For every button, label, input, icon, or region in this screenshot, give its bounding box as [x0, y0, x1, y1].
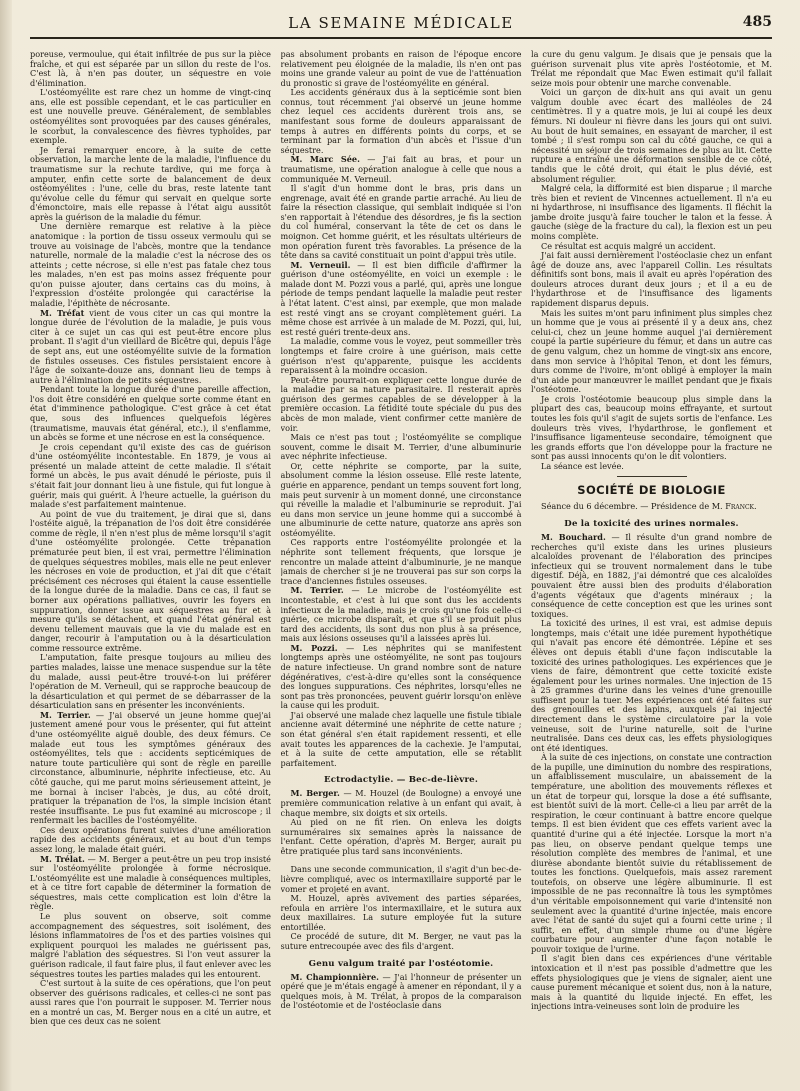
paragraph-text: — Le microbe de l'ostéomyélite est incontestable, et c'est à lui que sont dus les accidents infectieux de la maladie, mais je crois qu'une fois celle-ci guérie, ce microbe disparaît, et que s'il se produit plus tard des accidents, ils sont dus non plus à sa présence, mais aux lésions osseuses qu'il a laissées après lui. [280, 585, 522, 644]
column-right [531, 50, 772, 1085]
paragraph-text: — Il résulte d'un grand nombre de recherches qu'il existe dans les urines plusieurs alcaloïdes provenant de l'élaboration des principes infectieux qui se trouvent normalement dans le tube digestif. Déjà, en 1882, j'ai démontré que ces alcaloïdes pouvaient être aussi bien des produits d'élaboration d'agents végétaux que d'agents minéraux ; la conséquence de cette conception est que les urines sont toxiques. [531, 532, 772, 619]
paragraph-text: La séance est levée. [541, 460, 624, 471]
paragraph [281, 586, 522, 643]
paragraph-text: Or, cette néphrite se comporte, par la suite, absolument comme la lésion osseuse. Elle reste latente, guérie en apparence, pendant un temps souvent fort long, mais peut survenir à un moment donné, une circonstance qui réveille la maladie et l'albuminurie se reproduit. J'ai eu dans mon service un jeune homme qui a succombé à une albuminurie de cette nature, quatorze ans après son ostéomyélite. [280, 460, 522, 538]
section-heading: De la toxicité des urines normales. [564, 519, 739, 530]
paragraph-text: J'ai observé une malade chez laquelle une fistule tibiale ancienne avait déterminé une néphrite de cette nature ; son état général s'en était rapidement ressenti, et elle avait toutes les apparences de la cachexie. Je l'amputai, et à la suite de cette amputation, elle se rétablit parfaitement. [280, 709, 522, 768]
column-middle [281, 50, 522, 1085]
paragraph [281, 50, 522, 88]
journal-title: LA SEMAINE MÉDICALE [288, 14, 514, 32]
paragraph [30, 711, 271, 826]
paragraph-text: Malgré cela, la difformité est bien disparue ; il marche très bien et revient de Vincennes actuellement. Il n'a eu ni hydarthrose, ni insuffisance des ligaments. Il fléchit la jambe droite jusqu'à faire toucher le talon et la fesse. À gauche (siège de la fracture du cal), la flexion est un peu moins complète. [531, 183, 772, 241]
section-heading: Ectrodactylie. — Bec-de-lièvre. [323, 775, 479, 786]
paragraph-text: Le plus souvent on observe, soit comme accompagnement des séquestres, soit isolément, des lésions inflammatoires de l'os et des parties voisines qui expliquent pourquoi les malades ne guérissent pas, malgré l'ablation des séquestres. Si l'on veut assurer la guérison radicale, il faut faire plus, il faut enlever avec les séquestres toutes les parties malades qui les entourent. [30, 911, 271, 979]
paragraph-text: C'est surtout à la suite de ces opérations, que l'on peut observer des guérisons radicales, et celles-ci ne sont pas aussi rares que l'on pourrait le supposer. M. Terrier nous en a montré un cas, M. Berger nous en a cité un autre, et bien que ces deux cas ne soient [30, 978, 271, 1027]
speaker-name: M. Marc Sée. [290, 154, 360, 165]
paragraph [281, 433, 522, 462]
paragraph [531, 88, 772, 184]
paragraph [281, 818, 522, 856]
paragraph [30, 510, 271, 654]
paragraph [531, 309, 772, 395]
speaker-name: M. Trélat. [40, 853, 85, 864]
paragraph-text: J'ai fait aussi dernièrement l'ostéoclasie chez un enfant âgé de douze ans, avec l'appareil Collin. Les résultats définitifs sont bons, mais il avait eu après l'opération des douleurs atroces durant deux jours ; et il a eu de l'hydarthrose et de l'insuffisance des ligaments rapidement disparus depuis. [531, 250, 772, 309]
paragraph-text: Mais les suites m'ont paru infiniment plus simples chez un homme que je vous ai présenté il y a deux ans, chez celui-ci, chez un jeune homme auquel j'ai dernièrement coupé la partie supérieure du fémur, et dans un autre cas de genu valgum, chez un homme de vingt-six ans encore, dans mon service à l'hôpital Tenon, et dont les fémurs, durs comme de l'ivoire, m'ont obligé à employer la main d'un aide pour manœuvrer le maillet pendant que je fixais l'ostéotome. [531, 307, 772, 395]
paragraph [30, 653, 271, 710]
speaker-name: M. Pozzi. [290, 642, 338, 653]
paragraph [531, 251, 772, 308]
section-heading: Genu valgum traité par l'ostéotomie. [308, 958, 494, 969]
paragraph [30, 443, 271, 510]
paragraph [281, 184, 522, 261]
paragraph-text: Voici un garçon de dix-huit ans qui avait un genu valgum double avec écart des malléoles de 24 centimètres. Il y a quatre mois, je lui ai coupé les deux fémurs. Ni douleur ni fièvre dans les jours qui ont suivi. Au bout de huit semaines, en essayant de marcher, il est tombé ; il s'est rompu son cal du côté gauche, ce qui a nécessité un séjour de trois semaines de plus au lit. Cette rupture a entraîné une déformation sensible de ce côté, tandis que le côté droit, qui était le plus dévié, est absolument régulier. [531, 87, 772, 184]
paragraph [531, 395, 772, 462]
speaker-name: M. Verneuil. [290, 259, 351, 270]
paragraph-text: Je ferai remarquer encore, à la suite de cette observation, la marche lente de la maladie, l'influence du traumatisme sur la rechute tardive, qui me força à amputer, enfin cette sorte de balancement de deux ostéomyélites : l'une, celle du bras, reste latente tant qu'évolue celle du fémur qui servait en quelque sorte d'émonctoire, mais elle repasse à l'état aigu aussitôt après la guérison de la maladie du fémur. [30, 144, 271, 222]
paragraph [30, 912, 271, 979]
paragraph [30, 222, 271, 308]
paragraph [531, 462, 772, 472]
paragraph-text: Une dernière remarque est relative à la pièce anatomique : la portion de tissu osseux vermoulu qui se trouve au voisinage de l'abcès, montre que la tendance naturelle, normale de la maladie c'est la nécrose des os atteints ; cette nécrose, si elle n'est pas fatale chez tous les malades, n'en est pas moins assez fréquente pour qu'on puisse ajouter, dans certains cas du moins, à l'expression d'ostéite prolongée qui caractérise la maladie, l'épithète de nécrosante. [30, 221, 271, 309]
paragraph-text: Au point de vue du traitement, je dirai que si, dans l'ostéite aiguë, la trépanation de l'os doit être considérée comme de règle, il n'en n'est plus de même lorsqu'il s'agit d'une ostéomyélite prolongée. Cette trépanation prématurée peut bien, il est vrai, permettre l'élimination de quelques séquestres mobiles, mais elle ne peut enlever les nécroses en voie de production, et j'ai dit que c'était précisément ces nécroses qui étaient la cause essentielle de la longue durée de la maladie. Dans ce cas, il faut se borner aux opérations palliatives, ouvrir les foyers en suppuration, donner issue aux séquestres au fur et à mesure qu'ils se détachent, et quand l'état général est devenu tellement mauvais que la vie du malade est en danger, recourir à l'amputation ou à la désarticulation comme ressource extrême. [30, 508, 271, 653]
paragraph-text: — M. Houzel (de Boulogne) a envoyé une première communication relative à un enfant qui avait, à chaque membre, six doigts et six orteils. [280, 788, 522, 818]
paragraph [281, 88, 522, 155]
speaker-name: M. Terrier. [290, 585, 344, 596]
column-left [30, 50, 271, 1085]
page-number: 485 [742, 14, 772, 30]
society-heading: SOCIÉTÉ DE BIOLOGIE [577, 483, 726, 498]
paragraph [30, 146, 271, 223]
paragraph [30, 979, 271, 1027]
paragraph-text: Ce procédé de suture, dit M. Berger, ne vaut pas la suture entrecoupée avec des fils d'argent. [280, 931, 522, 952]
paragraph [30, 855, 271, 912]
paragraph-text: — Il est bien difficile d'affirmer la guérison d'une ostéomyélite, en voici un exemple : le malade dont M. Pozzi vous a parlé, qui, après une longue période de temps pendant laquelle la maladie peut rester à l'état latent. C'est ainsi, par exemple, que mon malade est resté vingt ans se croyant complètement guéri. La même chose est arrivée à un malade de M. Pozzi, qui, lui, est resté guéri trente-deux ans. [280, 259, 522, 337]
paragraph [281, 973, 522, 1011]
paragraph-text: À la suite de ces injections, on constate une contraction de la pupille, une diminution du nombre des respirations, un affaiblissement musculaire, un abaissement de la température, une abolition des mouvements réflexes et un état de torpeur qui, lorsque la dose a été suffisante, est bientôt suivi de la mort. Celle-ci a lieu par arrêt de la respiration, le cœur continuant à battre encore quelque temps. Il est bien évident que ces effets varient avec la quantité d'urine qui a été injectée. Lorsque la mort n'a pas lieu, on observe pendant quelque temps une résolution complète des membres de l'animal, et une diurèse abondante bientôt suivie du rétablissement de toutes les fonctions. Quelquefois, mais assez rarement toutefois, on observe une légère albuminurie. Il est impossible de ne pas reconnaître là tous les symptômes d'un véritable empoisonnement qui varie d'intensité non seulement avec la quantité d'urine injectée, mais encore avec l'état de santé du sujet qui a fourni cette urine ; il suffit, en effet, d'un simple rhume ou d'une légère courbature pour augmenter d'une façon notable le pouvoir toxique de l'urine. [531, 752, 772, 954]
paragraph [281, 538, 522, 586]
paragraph [531, 184, 772, 241]
paragraph-text: — Les néphrites qui se manifestent longtemps après une ostéomyélite, ne sont pas toujours de nature infectieuse. Un grand nombre sont de nature dégénératives, c'est-à-dire qu'elles sont la conséquence des longues suppurations. Ces néphrites, lorsqu'elles ne sont pas très prononcées, peuvent guérir lorsqu'on enlève la cause qui les produit. [280, 642, 522, 711]
paragraph [281, 789, 522, 818]
separator-rule [617, 476, 687, 477]
paragraph [531, 533, 772, 619]
paragraph-text: La maladie, comme vous le voyez, peut sommeiller très longtemps et faire croire à une guérison, mais cette guérison n'est qu'apparente, puisque les accidents reparaissent à la moindre occasion. [280, 336, 522, 376]
speaker-name: M. Tréfat [40, 307, 85, 318]
paragraph-text: Ce résultat est acquis malgré un accident. [541, 240, 716, 251]
paragraph-text: — J'ai l'honneur de présenter un opéré que je m'étais engagé à amener en répondant, il y a quelques mois, à M. Trélat, à propos de la comparaison de l'ostéotomie et de l'ostéoclasie dans [280, 971, 522, 1011]
paragraph [281, 376, 522, 433]
session-text: Séance du 6 décembre. — Présidence de M. [541, 501, 726, 512]
paragraph [531, 50, 772, 88]
paragraph-text: — J'ai observé un jeune homme quej'ai justement amené pour vous le présenter, qui fut atteint d'une ostéomyélite aiguë double, des deux fémurs. Ce malade eut tous les symptômes généraux des ostéomyélites, tels que : accidents septicémiques de nature toute particulière qui sont de règle en pareille circonstance, albuminurie, néphrite infectieuse, etc. Au côté gauche, qui me parut moins sérieusement atteint, je me bornai à inciser l'abcès, je dus, au côté droit, pratiquer la trépanation de l'os, la simple incision étant restée insuffisante. Le pus fut examiné au microscope ; il renfermait les bacilles de l'ostéomyélite. [30, 709, 271, 826]
paragraph-text: Ces rapports entre l'ostéomyélite prolongée et la néphrite sont tellement fréquents, que lorsque je rencontre un malade atteint d'albuminurie, je ne manque jamais de chercher si je ne trouverai pas sur son corps la trace d'anciennes fistules osseuses. [280, 537, 522, 586]
paragraph [531, 619, 772, 753]
paragraph [281, 337, 522, 375]
paragraph [30, 309, 271, 386]
paragraph-text: L'amputation, faite presque toujours au milieu des parties malades, laisse une menace suspendue sur la tête du malade, aussi peut-être trouvé-t-on lui préférer l'opération de M. Verneuil, qui se rapproche beaucoup de la désarticulation et qui permet de se débarrasser de la désarticulation sans en présenter les inconvénients. [30, 652, 271, 711]
speaker-name: M. Championnière. [290, 971, 379, 982]
paragraph-text: pas absolument probants en raison de l'époque encore relativement peu éloignée de la maladie, ils n'en ont pas moins une grande valeur au point de vue de l'atténuation du pronostic si grave de l'ostéomyélite en général. [280, 50, 522, 88]
paragraph [281, 711, 522, 768]
paragraph-text: Il s'agit d'un homme dont le bras, pris dans un engrenage, avait été en grande partie arraché. Au lieu de faire la résection classique, qui semblait indiquée si l'on s'en rapportait à l'étendue des désordres, je fis la section du col huméral, conservant la tête de cet os dans le moignon. Cet homme guérit, et les résultats ultérieurs de mon opération furent très favorables. La présence de la tête dans sa cavité constituait un point d'appui très utile. [280, 183, 522, 261]
paragraph [281, 644, 522, 711]
paragraph [281, 932, 522, 951]
header-rule [30, 37, 772, 39]
paragraph [30, 826, 271, 855]
paragraph-text: — M. Berger a peut-être un peu trop insisté sur l'ostéomyélite prolongée à forme nécrosique. L'ostéomyélite est une maladie à conséquences multiples, et à ce titre fort capable de déterminer la formation de séquestres, mais cette complication est loin d'être la règle. [30, 853, 271, 912]
paragraph-text: Ces deux opérations furent suivies d'une amélioration rapide des accidents généraux, et au bout d'un temps assez long, le malade était guéri. [30, 824, 271, 854]
paragraph-text: — J'ai fait au bras, et pour un traumatisme, une opération analogue à celle que nous a communiquée M. Verneuil. [280, 154, 522, 184]
paragraph-text: Dans une seconde communication, il s'agit d'un bec-de-lièvre compliqué, avec os intermaxillaire supporté par le vomer et projeté en avant. [280, 864, 522, 894]
paragraph-text: vient de vous citer un cas qui montre la longue durée de l'évolution de la maladie, je puis vous citer à ce sujet un cas qui est peut-être encore plus probant. Il s'agit d'un vieillard de Bicêtre qui, depuis l'âge de sept ans, eut une ostéomyélite suivie de la formation de fistules osseuses. Ces fistules persistaient encore à l'âge de soixante-douze ans, donnant lieu de temps à autre à l'élimination de petits séquestres. [30, 307, 271, 385]
page-binding-edge [0, 0, 12, 1091]
running-header [30, 10, 772, 40]
paragraph-text: La toxicité des urines, il est vrai, est admise depuis longtemps, mais c'était une idée purement hypothétique qui n'avait pas encore été démontrée. Lépine et ses élèves ont depuis établi d'une façon indiscutable la toxicité des urines pathologiques. Les expériences que je viens de faire, démontrent que cette toxicité existe également pour les urines normales. Une injection de 15 à 25 grammes d'urine dans les veines d'une grenouille suffisent pour la tuer. Mes expériences ont été faites sur des grenouilles et des lapins, auxquels j'ai injecté directement dans le système circulatoire par la voie veineuse, soit de l'urine naturelle, soit de l'urine neutralisée. Dans ces deux cas, les effets physiologiques ont été identiques. [531, 618, 772, 753]
paragraph [281, 894, 522, 932]
paragraph-text: la cure du genu valgum. Je disais que je pensais que la guérison survenait plus vite après l'ostéotomie, et M. Trélat me répondait que Mac Ewen estimait qu'il fallait seize mois pour obtenir une marche convenable. [531, 50, 772, 88]
paragraph [30, 88, 271, 145]
text-columns [30, 50, 772, 1085]
paragraph-text: Au pied on ne fit rien. On enleva les doigts surnuméraires six semaines après la naissance de l'enfant. Cette opération, d'après M. Berger, aurait pu être pratiquée plus tard sans inconvénients. [280, 817, 522, 856]
paragraph-text: Les accidents généraux dus à la septicémie sont bien connus, tout récemment j'ai observé un jeune homme chez lequel ces accidents durèrent trois ans, se manifestant sous forme de douleurs apparaissant de temps à autres en différents points du corps, et se terminant par la formation d'un abcès et l'issue d'un séquestre. [280, 87, 522, 155]
paragraph [281, 261, 522, 338]
paragraph [281, 155, 522, 184]
paragraph-text: Pendant toute la longue durée d'une pareille affection, l'os doit être considéré en quelque sorte comme étant en état d'imminence pathologique. C'est grâce à cet état que, sous des influences quelquefois légères (traumatisme, mauvais état général, etc.), il s'enflamme, un abcès se forme et une nécrose en est la conséquence. [30, 384, 271, 443]
session-line [531, 502, 772, 512]
paragraph [531, 753, 772, 954]
paragraph [281, 462, 522, 539]
paragraph-text: poreuse, vermoulue, qui était infiltrée de pus sur la pièce fraîche, et qui est séparée par un sillon du reste de l'os. C'est là, à n'en pas douter, un séquestre en voie d'élimination. [30, 50, 271, 88]
paragraph-text: Je crois l'ostéotomie beaucoup plus simple dans la plupart des cas, beaucoup moins effrayante, et surtout toutes les fois qu'il s'agit de sujets sortis de l'enfance. Les douleurs très vives, l'hydarthrose, le gonflement et l'insuffisance ligamenteuse secondaire, témoignent que les grands efforts que l'on développe pour la fracture ne sont pas aussi innocents qu'on le dit volontiers. [531, 393, 772, 462]
paragraph-text: L'ostéomyélite est rare chez un homme de vingt-cinq ans, elle est possible cependant, et le cas particulier en est une nouvelle preuve. Généralement, de semblables ostéomyélites sont provoquées par des causes générales, le scorbut, la convalescence des fièvres typhoïdes, par exemple. [30, 87, 271, 146]
paragraph-text: Peut-être pourrait-on expliquer cette longue durée de la maladie par sa nature parasitaire. Il resterait après guérison des germes capables de se développer à la première occasion. La fétidité toute spéciale du pus des abcès de mon malade, vient confirmer cette manière de voir. [280, 374, 522, 433]
paragraph-text: Je crois cependant qu'il existe des cas de guérison d'une ostéomyélite incontestable. En 1879, je vous ai présenté un malade atteint de cette maladie. Il s'était formé un abcès, le pus avait dénudé le périoste, puis il s'était fait jour donnant lieu à une fistule, qui fut longue à guérir, mais qui guérit. À l'heure actuelle, la guérison du malade s'est parfaitement maintenue. [30, 441, 271, 510]
paragraph-text: M. Houzel, après avivement des parties séparées, refoula en arrière l'os intermaxillaire, et le sutura aux deux maxillaires. La suture employée fut la suture entortillée. [280, 893, 522, 932]
speaker-name: M. Bouchard. [541, 532, 606, 543]
paragraph-text: Il s'agit bien dans ces expériences d'une véritable intoxication et il n'est pas possible d'admettre que les effets physiologiques que je viens de signaler, aient une cause purement mécanique et soient dus, non à la nature, mais à la quantité du liquide injecté. En effet, les injections intra-veineuses sont loin de produire les [531, 953, 772, 1012]
paragraph [531, 954, 772, 1011]
president-name: Franck. [725, 501, 757, 512]
speaker-name: M. Berger. [290, 788, 340, 799]
paragraph [30, 385, 271, 442]
paragraph [281, 865, 522, 894]
paragraph-text: Mais ce n'est pas tout ; l'ostéomyélite se complique souvent, comme le disait M. Terrier, d'une albuminurie avec néphrite infectieuse. [280, 432, 522, 462]
paragraph [30, 50, 271, 88]
speaker-name: M. Terrier. [40, 709, 91, 720]
